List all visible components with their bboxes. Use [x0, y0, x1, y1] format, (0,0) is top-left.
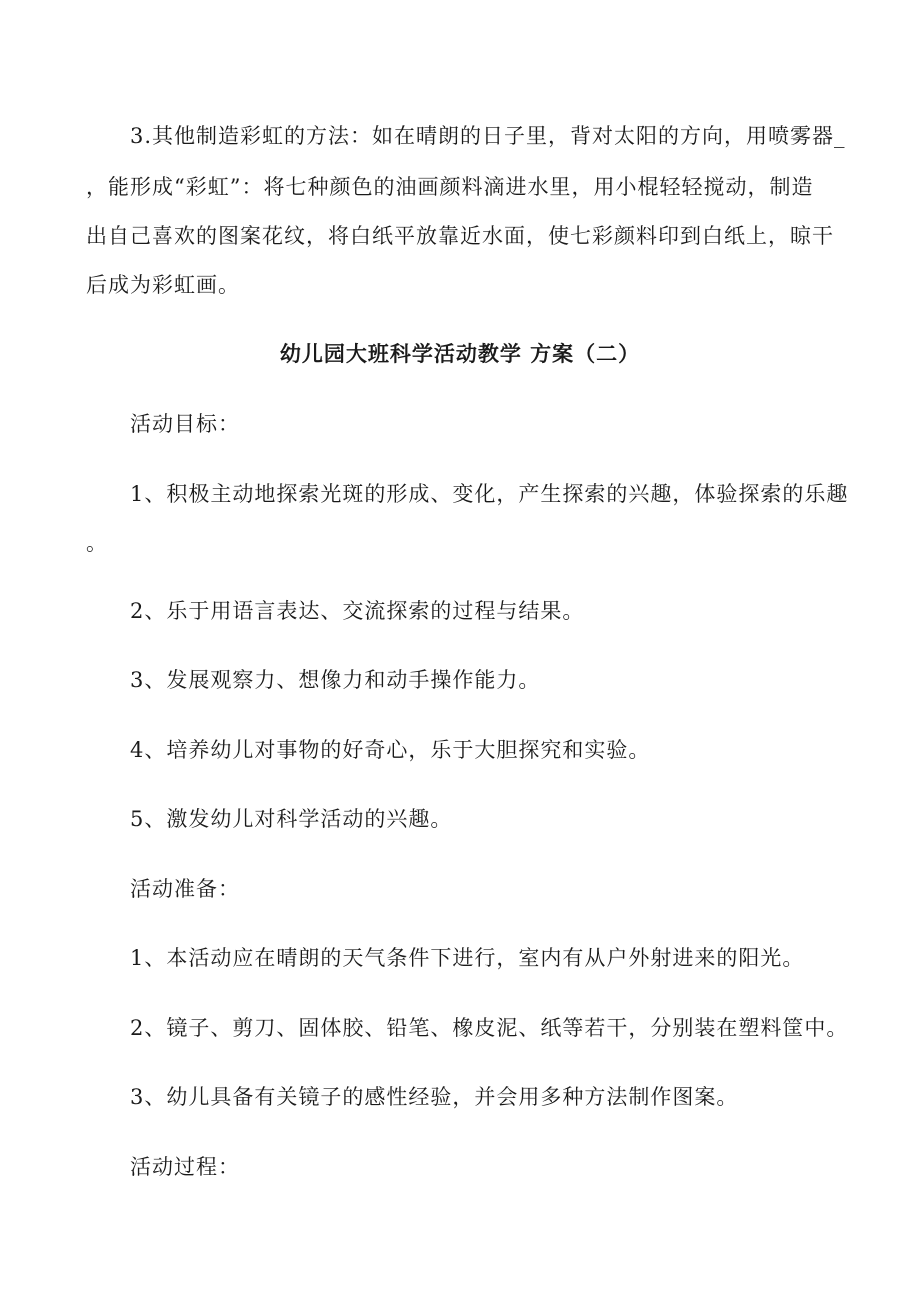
preparation-item: 2、镜子、剪刀、固体胶、铅笔、橡皮泥、纸等若干，分别装在塑料筐中。	[130, 1016, 849, 1040]
paragraph-line: 后成为彩虹画。	[86, 273, 240, 297]
goal-item-continuation: 。	[86, 531, 108, 555]
goal-item: 3、发展观察力、想像力和动手操作能力。	[130, 668, 541, 692]
preparation-heading: 活动准备：	[130, 877, 240, 901]
goals-heading: 活动目标：	[130, 412, 240, 436]
preparation-item: 1、本活动应在晴朗的天气条件下进行，室内有从户外射进来的阳光。	[130, 946, 805, 970]
process-heading: 活动过程：	[130, 1155, 240, 1179]
paragraph-line: ，能形成“彩虹”：将七种颜色的油画颜料滴进水里，用小棍轻轻搅动，制造	[86, 175, 814, 199]
goal-item: 4、培养幼儿对事物的好奇心，乐于大胆探究和实验。	[130, 738, 651, 762]
goal-item: 5、激发幼儿对科学活动的兴趣。	[130, 807, 453, 831]
section-title: 幼儿园大班科学活动教学 方案（二）	[279, 341, 641, 366]
paragraph-line: 出自己喜欢的图案花纹，将白纸平放靠近水面，使七彩颜料印到白纸上，晾干	[86, 224, 834, 248]
paragraph-line: 3.其他制造彩虹的方法：如在晴朗的日子里，背对太阳的方向，用喷雾器_	[130, 124, 846, 148]
goal-item: 2、乐于用语言表达、交流探索的过程与结果。	[130, 599, 585, 623]
goal-item: 1、积极主动地探索光斑的形成、变化，产生探索的兴趣，体验探索的乐趣	[130, 482, 849, 506]
preparation-item: 3、幼儿具备有关镜子的感性经验，并会用多种方法制作图案。	[130, 1085, 739, 1109]
